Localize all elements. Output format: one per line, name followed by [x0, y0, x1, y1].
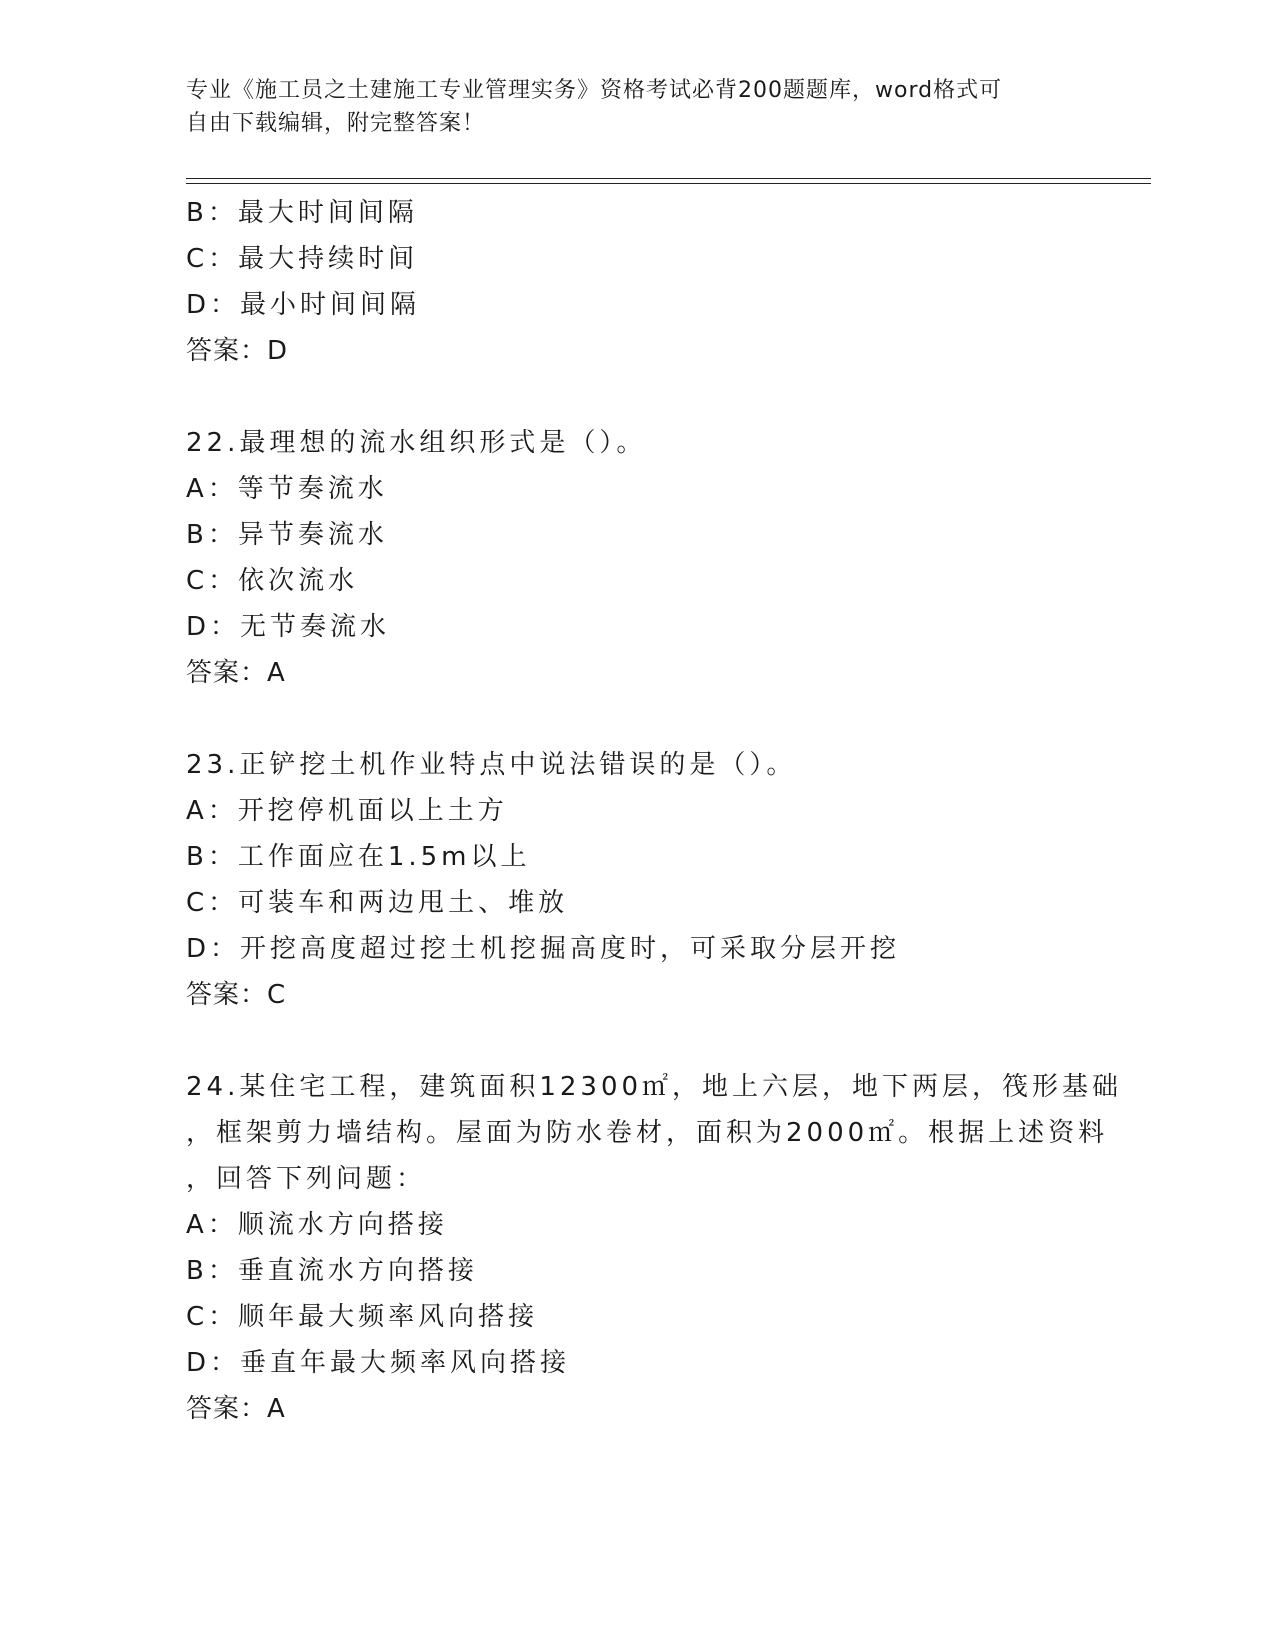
option-c: C：顺年最大频率风向搭接: [186, 1302, 539, 1332]
header-divider-bottom: [186, 183, 1151, 184]
option-a: A：顺流水方向搭接: [186, 1210, 448, 1240]
question-24: [186, 1064, 1123, 1432]
option-b: B：工作面应在1.5m以上: [186, 842, 531, 872]
question-22: [186, 420, 1086, 696]
document-header: [186, 74, 1086, 140]
option-d: D：无节奏流水: [186, 612, 391, 642]
header-line-2: 自由下载编辑，附完整答案！: [186, 111, 486, 136]
question-list: [186, 190, 1123, 1432]
answer: 答案：D: [186, 336, 289, 366]
option-a: A：开挖停机面以上土方: [186, 796, 508, 826]
question-text: 22.最理想的流水组织形式是（）。: [186, 428, 647, 458]
answer: 答案：A: [186, 658, 286, 688]
header-line-1: 专业《施工员之土建施工专业管理实务》资格考试必背200题题库，word格式可: [186, 78, 1003, 103]
header-divider-top: [186, 178, 1151, 179]
option-c: C：最大持续时间: [186, 244, 419, 274]
question-21: [186, 190, 1086, 374]
question-23: [186, 742, 1086, 1018]
option-d: D：最小时间间隔: [186, 290, 421, 320]
question-text-line-3: ，回答下列问题：: [186, 1164, 427, 1194]
option-b: B：异节奏流水: [186, 520, 388, 550]
answer: 答案：A: [186, 1394, 286, 1424]
question-text-line-2: ，框架剪力墙结构。屋面为防水卷材，面积为2000㎡。根据上述资料: [186, 1118, 1109, 1148]
question-text: 23.正铲挖土机作业特点中说法错误的是（）。: [186, 750, 797, 780]
spacer: [186, 696, 1086, 742]
option-b: B：最大时间间隔: [186, 198, 418, 228]
option-b: B：垂直流水方向搭接: [186, 1256, 478, 1286]
answer: 答案：C: [186, 980, 287, 1010]
option-c: C：依次流水: [186, 566, 359, 596]
spacer: [186, 374, 1086, 420]
question-text-line-1: 24.某住宅工程，建筑面积12300㎡，地上六层，地下两层，筏形基础: [186, 1072, 1123, 1102]
option-d: D：垂直年最大频率风向搭接: [186, 1348, 571, 1378]
option-d: D：开挖高度超过挖土机挖掘高度时，可采取分层开挖: [186, 934, 901, 964]
option-a: A：等节奏流水: [186, 474, 388, 504]
option-c: C：可装车和两边甩土、堆放: [186, 888, 569, 918]
spacer: [186, 1018, 1086, 1064]
